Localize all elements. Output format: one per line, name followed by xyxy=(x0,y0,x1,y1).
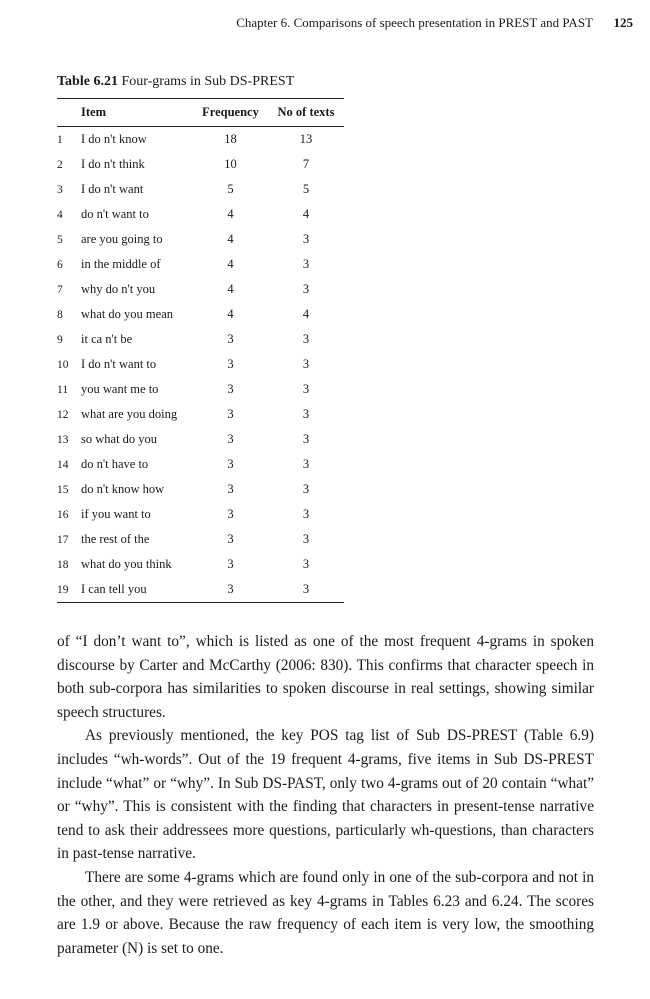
table-row xyxy=(57,152,344,177)
row-item: you want me to xyxy=(81,382,159,396)
four-grams-table xyxy=(57,98,344,603)
table-row xyxy=(57,252,344,277)
row-no-of-texts: 13 xyxy=(299,132,313,146)
row-frequency: 10 xyxy=(224,157,237,171)
table-row xyxy=(57,452,344,477)
row-frequency: 4 xyxy=(227,207,234,221)
running-title: Chapter 6. Comparisons of speech presentation in PREST and PAST xyxy=(236,15,593,30)
row-number: 1 xyxy=(57,133,63,146)
row-item: do n't have to xyxy=(81,457,149,471)
row-number: 18 xyxy=(57,558,69,571)
row-no-of-texts: 3 xyxy=(302,582,310,596)
running-head xyxy=(0,15,650,35)
row-number: 13 xyxy=(57,433,69,446)
table-row xyxy=(57,177,344,202)
row-no-of-texts: 3 xyxy=(302,457,310,471)
row-number: 11 xyxy=(57,383,69,396)
table-row xyxy=(57,127,344,153)
row-item: why do n't you xyxy=(81,282,156,296)
row-item: I do n't want to xyxy=(81,357,157,371)
row-no-of-texts: 7 xyxy=(302,157,310,171)
row-frequency: 3 xyxy=(227,332,234,346)
row-item: what are you doing xyxy=(81,407,178,421)
row-number: 2 xyxy=(57,158,63,171)
row-frequency: 3 xyxy=(227,432,234,446)
row-no-of-texts: 3 xyxy=(302,532,310,546)
table-row xyxy=(57,277,344,302)
table-body xyxy=(57,127,344,603)
table-title: Four-grams in Sub DS-PREST xyxy=(121,74,295,89)
row-frequency: 3 xyxy=(227,457,234,471)
row-item: it ca n't be xyxy=(81,332,133,346)
row-item: so what do you xyxy=(81,432,158,446)
row-no-of-texts: 4 xyxy=(302,307,310,321)
table-row xyxy=(57,227,344,252)
table-caption xyxy=(57,74,294,90)
row-no-of-texts: 3 xyxy=(302,557,310,571)
row-no-of-texts: 3 xyxy=(302,257,310,271)
row-number: 19 xyxy=(57,583,69,596)
row-frequency: 4 xyxy=(227,257,234,271)
row-frequency: 3 xyxy=(227,582,234,596)
row-number: 17 xyxy=(57,533,69,546)
row-number: 14 xyxy=(57,458,69,471)
table-row xyxy=(57,352,344,377)
row-number: 4 xyxy=(57,208,63,221)
row-no-of-texts: 3 xyxy=(302,407,310,421)
table-row xyxy=(57,302,344,327)
row-frequency: 4 xyxy=(227,307,234,321)
table-row xyxy=(57,477,344,502)
row-number: 16 xyxy=(57,508,69,521)
table-row xyxy=(57,552,344,577)
row-number: 7 xyxy=(57,283,63,296)
row-no-of-texts: 3 xyxy=(302,357,310,371)
body-paragraph: As previously mentioned, the key POS tag list of Sub DS-PREST (Table 6.9) includes “wh-words”. Out of the 19 frequent 4-grams, five items in Sub DS-PREST include “what” or “why”. In Sub DS-PAST, only two 4-grams out of 20 contain “what” or “why”. This is consistent with the finding that characters in present-tense narrative tend to ask their addressees more questions, particularly wh-questions, than characters in past-tense narrative. xyxy=(57,727,594,863)
row-no-of-texts: 3 xyxy=(302,232,310,246)
row-frequency: 3 xyxy=(227,507,234,521)
column-header-frequency: Frequency xyxy=(193,99,268,127)
row-frequency: 3 xyxy=(227,357,234,371)
body-paragraph: of “I don’t want to”, which is listed as one of the most frequent 4-grams in spoken discourse by Carter and McCarthy (2006: 830). This confirms that character speech in both sub-corpora has similarities to spoken discourse in real settings, showing similar speech structures. xyxy=(57,633,594,721)
row-number: 15 xyxy=(57,483,69,496)
row-frequency: 3 xyxy=(227,382,234,396)
row-number: 9 xyxy=(57,333,63,346)
row-no-of-texts: 3 xyxy=(302,282,310,296)
row-item: I do n't think xyxy=(81,157,145,171)
table-row xyxy=(57,377,344,402)
row-frequency: 3 xyxy=(227,532,234,546)
row-no-of-texts: 3 xyxy=(302,482,310,496)
row-no-of-texts: 3 xyxy=(302,432,310,446)
row-number: 10 xyxy=(57,358,69,371)
table-row xyxy=(57,502,344,527)
row-item: what do you mean xyxy=(81,307,173,321)
row-item: do n't know how xyxy=(81,482,165,496)
table-row xyxy=(57,402,344,427)
row-item: I do n't want xyxy=(81,182,144,196)
row-item: if you want to xyxy=(81,507,151,521)
row-number: 3 xyxy=(57,183,63,196)
body-paragraph: There are some 4-grams which are found only in one of the sub-corpora and not in the other, and they were retrieved as key 4-grams in Tables 6.23 and 6.24. The scores are 1.9 or above. Because the raw frequency of each item is very low, the smoothing parameter (N) is set to one. xyxy=(57,868,594,957)
page-number: 125 xyxy=(613,15,633,30)
row-frequency: 5 xyxy=(227,182,234,196)
table-row xyxy=(57,427,344,452)
row-no-of-texts: 5 xyxy=(302,182,310,196)
row-number: 12 xyxy=(57,408,69,421)
row-item: the rest of the xyxy=(81,532,150,546)
row-no-of-texts: 4 xyxy=(302,207,310,221)
row-item: I do n't know xyxy=(81,132,147,146)
row-frequency: 4 xyxy=(227,232,234,246)
body-text xyxy=(57,630,594,960)
row-item: do n't want to xyxy=(81,207,149,221)
table-row xyxy=(57,202,344,227)
column-header-item: Item xyxy=(81,99,193,127)
column-header-no-of-texts: No of texts xyxy=(268,99,344,127)
row-number: 5 xyxy=(57,233,63,246)
row-no-of-texts: 3 xyxy=(302,332,310,346)
row-frequency: 3 xyxy=(227,482,234,496)
row-frequency: 4 xyxy=(227,282,234,296)
row-item: are you going to xyxy=(81,232,163,246)
row-item: what do you think xyxy=(81,557,172,571)
row-number: 8 xyxy=(57,308,63,321)
table-header-row xyxy=(57,99,344,127)
row-item: I can tell you xyxy=(81,582,147,596)
row-no-of-texts: 3 xyxy=(302,507,310,521)
row-no-of-texts: 3 xyxy=(302,382,310,396)
table-label: Table 6.21 xyxy=(57,74,118,89)
table-row xyxy=(57,577,344,603)
row-frequency: 18 xyxy=(224,132,237,146)
row-frequency: 3 xyxy=(227,407,234,421)
table-row xyxy=(57,327,344,352)
row-frequency: 3 xyxy=(227,557,234,571)
column-header-number xyxy=(57,99,81,127)
row-number: 6 xyxy=(57,258,63,271)
table-row xyxy=(57,527,344,552)
row-item: in the middle of xyxy=(81,257,161,271)
